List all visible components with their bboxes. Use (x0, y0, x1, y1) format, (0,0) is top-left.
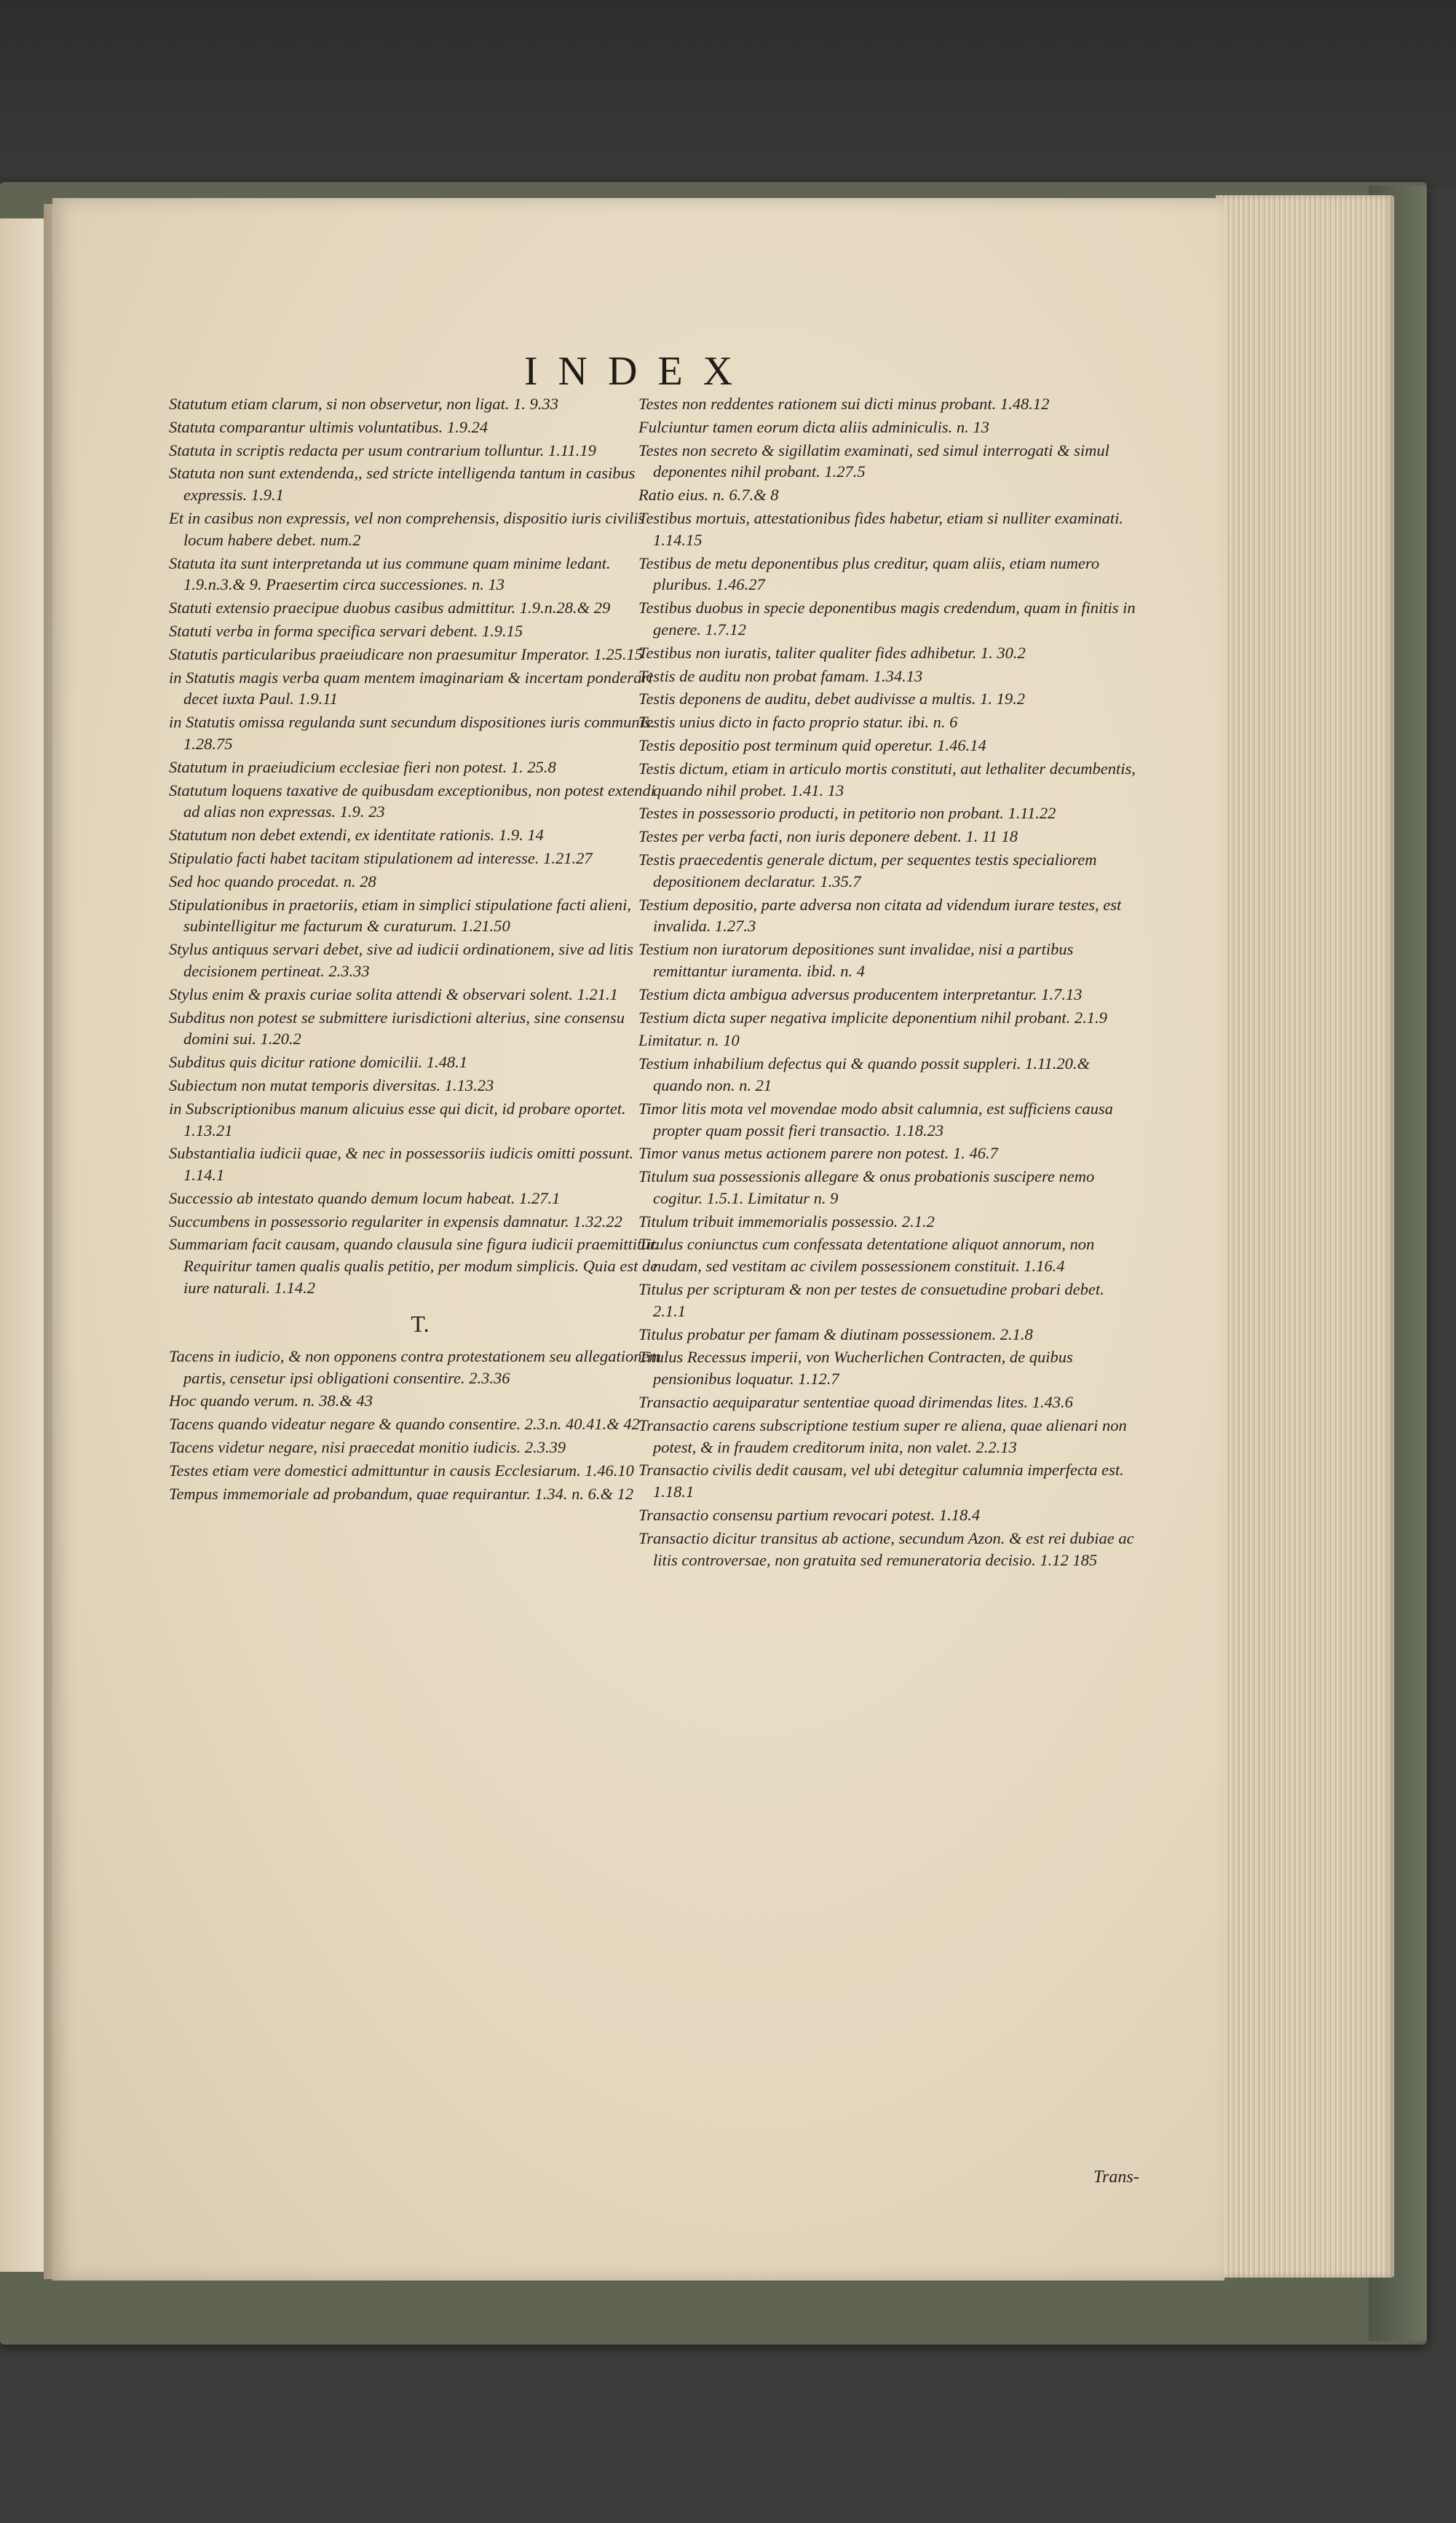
index-entry: Testium non iuratorum depositiones sunt invalidae, nisi a partibus remittantur iuramenta. ibid. n. 4 (638, 940, 1074, 980)
index-entry: Testes non reddentes rationem sui dicti minus probant. 1.48.12 (638, 395, 1050, 413)
index-entry: in Statutis magis verba quam mentem imaginariam & incertam ponderari decet iuxta Paul. 1.9.11 (169, 668, 653, 708)
page-title: INDEX (523, 349, 753, 394)
index-entry: Testium dicta ambigua adversus producentem interpretantur. 1.7.13 (638, 984, 1083, 1003)
index-entry: Subiectum non mutat temporis diversitas. 1.13.23 (169, 1075, 494, 1094)
entries-right (638, 393, 1141, 1571)
index-entry: Tempus immemoriale ad probandum, quae requirantur. 1.34. n. 6.& 12 (169, 1484, 634, 1503)
index-entry: Statutum etiam clarum, si non observetur, non ligat. 1. 9.33 (169, 395, 558, 413)
index-entry: Transactio aequiparatur sententiae quoad dirimendas lites. 1.43.6 (638, 1393, 1073, 1412)
index-entry: Testibus duobus in specie deponentibus magis credendum, quam in finitis in genere. 1.7.12 (638, 599, 1136, 639)
entries-s (169, 393, 671, 1299)
right-column (638, 393, 1141, 1572)
index-entry: in Subscriptionibus manum alicuius esse qui dicit, id probare oportet. 1.13.21 (169, 1099, 626, 1140)
index-entry: Tacens videtur negare, nisi praecedat monitio iudicis. 2.3.39 (169, 1438, 566, 1457)
index-entry: Sed hoc quando procedat. n. 28 (169, 872, 376, 891)
index-entry: Tacens in iudicio, & non opponens contra protestationem seu allegationem partis, censetur ipsi obligationi consentire. 2.3.36 (169, 1346, 661, 1387)
index-entry: Statutis particularibus praeiudicare non praesumitur Imperator. 1.25.15 (169, 644, 644, 663)
index-entry: Limitatur. n. 10 (638, 1031, 740, 1050)
index-entry: Stipulationibus in praetoriis, etiam in simplici stipulatione facti alieni, subintelligitur me facturum & curaturum. 1.21.50 (169, 895, 631, 936)
index-entry: Tacens quando videatur negare & quando consentire. 2.3.n. 40.41.& 42 (169, 1415, 640, 1434)
entries-t (169, 1346, 671, 1505)
index-entry: Timor litis mota vel movendae modo absit calumnia, est sufficiens causa propter quam possit fieri transactio. 1.18.23 (638, 1099, 1113, 1140)
index-entry: Successio ab intestato quando demum locum habeat. 1.27.1 (169, 1188, 561, 1207)
index-entry: Testibus de metu deponentibus plus creditur, quam aliis, etiam numero pluribus. 1.46.27 (638, 553, 1100, 594)
index-entry: Titulus probatur per famam & diutinam possessionem. 2.1.8 (638, 1324, 1033, 1343)
index-entry: Testis unius dicto in facto proprio statur. ibi. n. 6 (638, 713, 958, 732)
index-entry: Titulus per scripturam & non per testes de consuetudine probari debet. 2.1.1 (638, 1280, 1104, 1320)
index-entry: Testis dictum, etiam in articulo mortis constituti, aut lethaliter decumbentis, quando nihil probet. 1.41. 13 (638, 759, 1136, 799)
index-entry: Transactio carens subscriptione testium super re aliena, quae alienari non potest, & in fraudem creditorum inita, non valet. 2.2.13 (638, 1416, 1127, 1456)
index-entry: Testibus mortuis, attestationibus fides habetur, etiam si nulliter examinati. 1.14.15 (638, 508, 1124, 549)
index-entry: Testes per verba facti, non iuris deponere debent. 1. 11 18 (638, 827, 1018, 846)
index-entry: Testium depositio, parte adversa non citata ad videndum iurare testes, est invalida. 1.27.3 (638, 895, 1122, 936)
index-entry: Stylus enim & praxis curiae solita attendi & observari solent. 1.21.1 (169, 984, 618, 1003)
left-column (169, 393, 671, 1506)
index-entry: Stipulatio facti habet tacitam stipulationem ad interesse. 1.21.27 (169, 848, 593, 867)
index-entry: Transactio consensu partium revocari potest. 1.18.4 (638, 1506, 981, 1525)
index-entry: Testibus non iuratis, taliter qualiter fides adhibetur. 1. 30.2 (638, 643, 1026, 662)
catchword: Trans- (1093, 2168, 1139, 2187)
index-entry: Titulus Recessus imperii, von Wucherlichen Contracten, de quibus pensionibus loquatur. 1.12.7 (638, 1348, 1073, 1389)
index-entry: Statuta comparantur ultimis voluntatibus. 1.9.24 (169, 417, 488, 436)
index-entry: Testium inhabilium defectus qui & quando possit suppleri. 1.11.20.& quando non. n. 21 (638, 1054, 1091, 1094)
index-entry: Statuta non sunt extendenda,, sed stricte intelligenda tantum in casibus expressis. 1.9.1 (169, 464, 636, 505)
index-entry: Succumbens in possessorio regulariter in expensis damnatur. 1.32.22 (169, 1212, 622, 1231)
index-entry: Hoc quando verum. n. 38.& 43 (169, 1391, 373, 1410)
index-entry: Titulum tribuit immemorialis possessio. 2.1.2 (638, 1212, 935, 1231)
index-entry: Transactio dicitur transitus ab actione, secundum Azon. & est rei dubiae ac litis controversae, non gratuita sed remuneratoria decisio. 1.12 185 (638, 1528, 1134, 1569)
index-entry: Fulciuntur tamen eorum dicta aliis adminiculis. n. 13 (638, 417, 989, 436)
page-edges (1216, 195, 1394, 2278)
index-entry: Testes etiam vere domestici admittuntur in causis Ecclesiarum. 1.46.10 (169, 1461, 634, 1480)
index-entry: Statuti extensio praecipue duobus casibus admittitur. 1.9.n.28.& 29 (169, 599, 611, 617)
index-entry: Timor vanus metus actionem parere non potest. 1. 46.7 (638, 1144, 998, 1163)
index-entry: Testis praecedentis generale dictum, per sequentes testis specialiorem depositionem declaratur. 1.35.7 (638, 850, 1097, 891)
index-entry: Titulus coniunctus cum confessata detentatione aliquot annorum, non nudam, sed vestitam ac civilem possessionem constituit. 1.16.4 (638, 1235, 1095, 1276)
index-entry: Statutum non debet extendi, ex identitate rationis. 1.9. 14 (169, 826, 544, 845)
index-entry: Testes non secreto & sigillatim examinati, sed simul interrogati & simul deponentes nihil probant. 1.27.5 (638, 441, 1109, 481)
index-entry: Subditus non potest se submittere iurisdictioni alterius, sine consensu domini sui. 1.20.2 (169, 1008, 625, 1049)
index-entry: Testis deponens de auditu, debet audivisse a multis. 1. 19.2 (638, 690, 1026, 708)
index-entry: Statuti verba in forma specifica servari debent. 1.9.15 (169, 621, 523, 640)
index-entry: Statuta in scriptis redacta per usum contrarium tolluntur. 1.11.19 (169, 441, 596, 459)
index-entry: Subditus quis dicitur ratione domicilii. 1.48.1 (169, 1053, 467, 1072)
index-entry: Testium dicta super negativa implicite deponentium nihil probant. 2.1.9 (638, 1008, 1107, 1027)
index-page (52, 198, 1224, 2281)
index-entry: Statutum loquens taxative de quibusdam exceptionibus, non potest extendi ad alias non expressas. 1.9. 23 (169, 781, 655, 821)
index-entry: Transactio civilis dedit causam, vel ubi detegitur calumnia imperfecta est. 1.18.1 (638, 1461, 1124, 1501)
index-entry: Ratio eius. n. 6.7.& 8 (638, 486, 779, 505)
index-entry: Statuta ita sunt interpretanda ut ius commune quam minime ledant. 1.9.n.3.& 9. Praesertim circa successiones. n. 13 (169, 553, 611, 594)
index-entry: Testes in possessorio producti, in petitorio non probant. 1.11.22 (638, 804, 1056, 823)
index-entry: Stylus antiquus servari debet, sive ad iudicii ordinationem, sive ad litis decisionem pertineat. 2.3.33 (169, 940, 633, 980)
index-entry: in Statutis omissa regulanda sunt secundum dispositiones iuris communis. 1.28.75 (169, 713, 655, 753)
index-entry: Testis de auditu non probat famam. 1.34.13 (638, 666, 923, 685)
section-letter: T. (411, 1310, 430, 1337)
index-entry: Substantialia iudicii quae, & nec in possessoriis iudicis omitti possunt. 1.14.1 (169, 1144, 634, 1185)
index-entry: Et in casibus non expressis, vel non comprehensis, dispositio iuris civilis locum habere debet. num.2 (169, 508, 645, 549)
index-entry: Summariam facit causam, quando clausula sine figura iudicii praemittitur. Requiritur tamen qualis qualis petitio, per modum simplicis. Quia est de iure naturali. 1.14.2 (169, 1235, 659, 1298)
backdrop (0, 0, 1456, 189)
index-entry: Statutum in praeiudicium ecclesiae fieri non potest. 1. 25.8 (169, 757, 556, 776)
index-entry: Testis depositio post terminum quid operetur. 1.46.14 (638, 735, 986, 754)
index-entry: Titulum sua possessionis allegare & onus probationis suscipere nemo cogitur. 1.5.1. Limitatur n. 9 (638, 1167, 1095, 1207)
